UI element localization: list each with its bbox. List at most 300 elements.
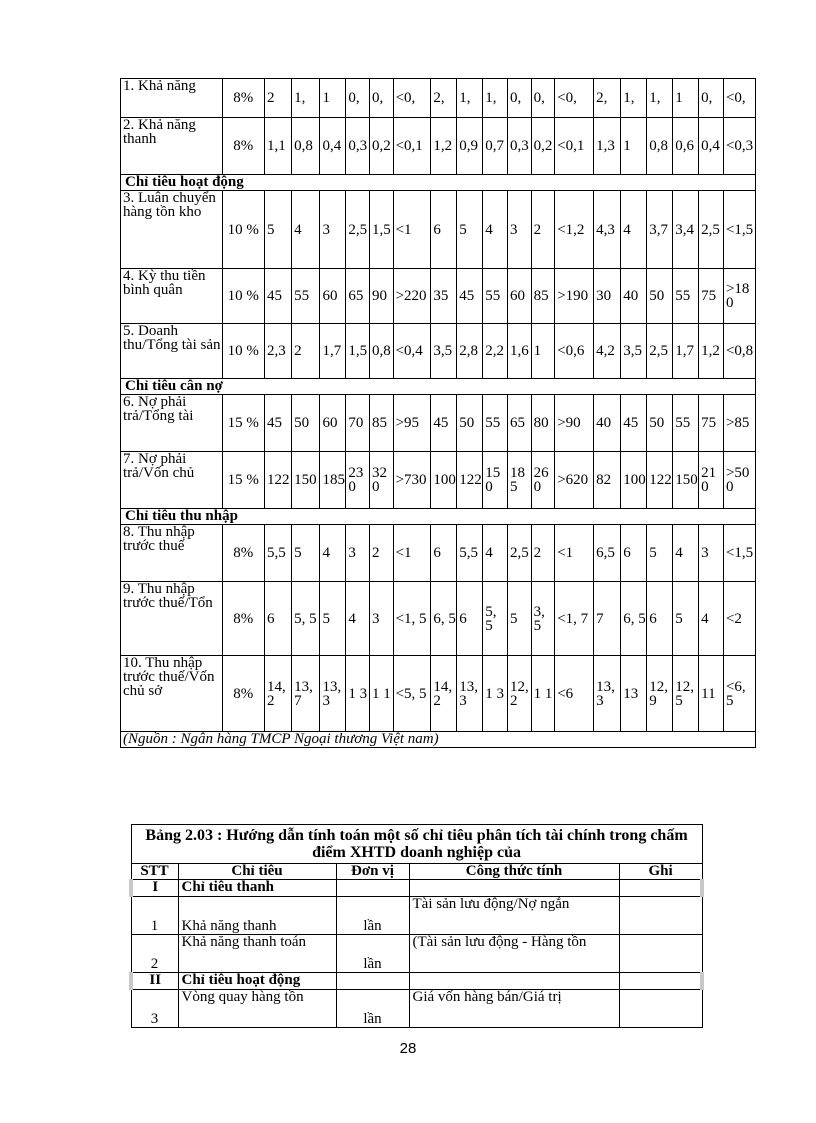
score-cell <box>555 395 594 452</box>
score-cell <box>531 395 555 452</box>
score-value: 230 <box>348 466 364 494</box>
score-cell <box>555 452 594 509</box>
score-cell <box>346 656 370 732</box>
score-value: 1, <box>485 91 497 105</box>
score-value: 100 <box>433 473 456 487</box>
table-row <box>121 269 756 324</box>
score-cell <box>369 324 393 379</box>
score-cell <box>457 582 483 656</box>
score-value: 4 <box>485 546 493 560</box>
score-value: 185 <box>322 473 345 487</box>
score-cell <box>508 324 532 379</box>
score-value: <1 <box>395 222 412 237</box>
score-cell <box>699 191 724 269</box>
score-cell <box>699 118 724 175</box>
score-cell <box>621 79 647 118</box>
score-value: <0, <box>395 91 416 105</box>
score-cell <box>594 118 621 175</box>
row-weight: 8% <box>222 582 264 656</box>
score-cell <box>346 525 370 582</box>
table-row <box>121 582 756 656</box>
score-value: 13, 7 <box>294 679 313 708</box>
row-chi-tieu: Vòng quay hàng tồn <box>178 990 336 1028</box>
score-cell <box>723 79 755 118</box>
row-weight: 8% <box>222 118 264 175</box>
score-cell <box>483 656 508 732</box>
row-cong-thuc: Tài sản lưu động/Nợ ngắn <box>409 897 619 935</box>
score-value: 0,8 <box>371 344 391 358</box>
score-value: 6 <box>459 611 467 626</box>
score-cell <box>723 269 755 324</box>
header-cong-thuc: Công thức tính <box>409 864 619 880</box>
score-cell <box>264 79 291 118</box>
score-value: <2 <box>725 611 742 626</box>
score-value: 4,3 <box>596 222 615 237</box>
score-value: 11 <box>701 686 716 701</box>
score-value: 0,7 <box>485 139 504 153</box>
score-cell <box>320 395 346 452</box>
score-cell <box>594 191 621 269</box>
score-value: 45 <box>266 416 282 430</box>
score-cell <box>594 395 621 452</box>
score-cell <box>531 525 555 582</box>
score-value: 1,6 <box>510 344 529 358</box>
score-cell <box>723 525 755 582</box>
score-cell <box>723 452 755 509</box>
score-cell <box>673 191 699 269</box>
score-cell <box>292 582 320 656</box>
score-cell <box>292 656 320 732</box>
score-cell <box>647 582 673 656</box>
score-cell <box>673 656 699 732</box>
score-cell <box>264 118 291 175</box>
header-don-vi: Đơn vị <box>336 864 409 880</box>
score-cell <box>647 525 673 582</box>
score-value: 12, 2 <box>510 679 529 708</box>
score-cell <box>673 269 699 324</box>
score-cell <box>369 395 393 452</box>
score-cell <box>647 395 673 452</box>
score-value: 5 <box>459 222 467 237</box>
group-label: Chỉ tiêu thanh <box>178 880 336 897</box>
score-value: 0,2 <box>371 139 391 153</box>
score-value: 2,5 <box>348 222 368 237</box>
score-value: 3,4 <box>675 222 694 237</box>
score-cell <box>508 118 532 175</box>
score-cell <box>621 191 647 269</box>
score-value: 13 <box>623 686 639 701</box>
score-cell <box>457 191 483 269</box>
table-row <box>121 79 756 118</box>
score-cell <box>320 525 346 582</box>
row-cong-thuc: (Tài sản lưu động - Hàng tồn <box>409 935 619 973</box>
score-value: <0,8 <box>725 344 754 358</box>
score-cell <box>457 269 483 324</box>
score-cell <box>594 656 621 732</box>
score-value: 60 <box>322 289 338 303</box>
score-value: <6, 5 <box>725 679 746 708</box>
score-cell <box>555 582 594 656</box>
score-cell <box>508 269 532 324</box>
score-value: <0,1 <box>557 139 585 153</box>
score-cell <box>292 395 320 452</box>
score-value: 35 <box>433 289 449 303</box>
table-row <box>121 191 756 269</box>
row-stt: 3 <box>131 990 178 1028</box>
score-cell <box>594 582 621 656</box>
table-header-row <box>131 864 702 880</box>
score-value: >85 <box>725 416 750 430</box>
score-cell <box>457 656 483 732</box>
score-value: 4 <box>294 222 302 237</box>
score-cell <box>531 269 555 324</box>
table-row <box>131 897 702 935</box>
score-cell <box>346 118 370 175</box>
group-row <box>131 880 702 897</box>
score-cell <box>723 582 755 656</box>
score-value: 2 <box>294 344 302 358</box>
score-cell <box>555 269 594 324</box>
score-cell <box>508 79 532 118</box>
row-label: 2. Khả năng thanh <box>121 118 223 175</box>
row-ghi <box>619 935 702 973</box>
score-cell <box>555 118 594 175</box>
score-value: <1, 5 <box>395 611 427 626</box>
score-cell <box>673 79 699 118</box>
score-value: 1,1 <box>266 139 286 153</box>
score-cell <box>264 395 291 452</box>
score-value: 80 <box>533 416 549 430</box>
score-cell <box>555 525 594 582</box>
score-value: 4 <box>485 222 493 237</box>
score-value: 5 <box>294 546 302 560</box>
source-row <box>121 732 756 748</box>
score-value: 3 <box>348 546 356 560</box>
score-value: 100 <box>623 473 646 487</box>
score-value: 5 <box>322 611 330 626</box>
score-value: 45 <box>459 289 475 303</box>
row-weight: 10 % <box>222 324 264 379</box>
score-value: <0, <box>725 91 746 105</box>
row-weight: 10 % <box>222 191 264 269</box>
score-cell <box>393 582 431 656</box>
score-cell <box>673 118 699 175</box>
score-value: 45 <box>433 416 449 430</box>
score-cell <box>393 452 431 509</box>
score-cell <box>483 525 508 582</box>
page-number: 28 <box>399 1040 417 1057</box>
row-weight: 15 % <box>222 452 264 509</box>
row-weight: 8% <box>222 525 264 582</box>
score-cell <box>369 79 393 118</box>
score-value: 2,8 <box>459 344 479 358</box>
score-value: 3 <box>701 546 709 560</box>
score-value: 5 <box>510 611 518 626</box>
score-cell <box>508 582 532 656</box>
score-cell <box>555 656 594 732</box>
score-cell <box>621 525 647 582</box>
source-note: (Nguồn : Ngân hàng TMCP Ngoại thương Việt nam) <box>121 732 756 748</box>
section-label: Chỉ tiêu thu nhập <box>121 509 756 525</box>
score-value: 1 <box>675 91 683 105</box>
score-value: <1 <box>395 546 412 560</box>
score-cell <box>431 656 457 732</box>
score-value: 30 <box>596 289 612 303</box>
score-value: 85 <box>533 289 549 303</box>
score-value: 150 <box>485 466 501 494</box>
header-stt: STT <box>131 864 178 880</box>
score-value: 0,4 <box>322 139 342 153</box>
score-cell <box>264 269 291 324</box>
section-row <box>121 379 756 395</box>
score-value: 13, 3 <box>322 679 342 708</box>
row-label: 10. Thu nhập trước thuế/Vốn chủ sở <box>121 656 223 732</box>
score-value: 5, 5 <box>485 604 497 633</box>
score-value: 4 <box>675 546 683 560</box>
score-cell <box>723 656 755 732</box>
row-label: 7. Nợ phải trả/Vốn chủ <box>121 452 223 509</box>
score-cell <box>393 656 431 732</box>
score-value: 122 <box>459 473 482 487</box>
score-value: 85 <box>371 416 387 430</box>
score-value: <0,1 <box>395 139 423 153</box>
score-value: 0,6 <box>675 139 694 153</box>
header-ghi: Ghi <box>619 864 702 880</box>
score-cell <box>320 324 346 379</box>
table-row <box>131 935 702 973</box>
row-label: 4. Kỳ thu tiền bình quân <box>121 269 223 324</box>
score-value: 1,3 <box>596 139 615 153</box>
table-row <box>121 452 756 509</box>
score-cell <box>292 324 320 379</box>
score-value: 12, 5 <box>675 679 694 708</box>
score-cell <box>647 324 673 379</box>
score-cell <box>346 395 370 452</box>
score-cell <box>346 324 370 379</box>
score-value: 2,3 <box>266 344 286 358</box>
score-value: 60 <box>510 289 526 303</box>
score-value: 4 <box>701 611 709 626</box>
score-cell <box>431 191 457 269</box>
row-ghi <box>619 990 702 1028</box>
score-cell <box>699 269 724 324</box>
row-don-vi: lần <box>336 935 409 973</box>
score-cell <box>531 452 555 509</box>
row-don-vi: lần <box>336 990 409 1028</box>
score-cell <box>264 582 291 656</box>
score-cell <box>346 79 370 118</box>
score-cell <box>264 324 291 379</box>
section-label: Chỉ tiêu cân nợ <box>121 379 756 395</box>
score-cell <box>457 79 483 118</box>
score-cell <box>483 395 508 452</box>
score-value: 5,5 <box>266 546 286 560</box>
score-value: 0,8 <box>294 139 313 153</box>
score-value: 2,5 <box>649 344 668 358</box>
score-cell <box>393 118 431 175</box>
score-cell <box>555 79 594 118</box>
table-row <box>131 990 702 1028</box>
score-value: 50 <box>649 416 665 430</box>
row-weight: 8% <box>222 79 264 118</box>
score-cell <box>320 269 346 324</box>
score-cell <box>346 269 370 324</box>
score-cell <box>369 452 393 509</box>
score-cell <box>621 452 647 509</box>
score-value: 122 <box>266 473 290 487</box>
section-row <box>121 175 756 191</box>
row-weight: 15 % <box>222 395 264 452</box>
score-cell <box>483 582 508 656</box>
score-value: 1,7 <box>675 344 694 358</box>
score-cell <box>393 395 431 452</box>
section-row <box>121 509 756 525</box>
table-row <box>121 324 756 379</box>
row-label: 8. Thu nhập trước thuế <box>121 525 223 582</box>
score-cell <box>647 79 673 118</box>
score-value: 5 <box>266 222 275 237</box>
score-value: >90 <box>557 416 581 430</box>
score-cell <box>393 79 431 118</box>
row-ghi <box>619 897 702 935</box>
score-value: 65 <box>510 416 526 430</box>
row-stt: 2 <box>131 935 178 973</box>
score-cell <box>483 269 508 324</box>
score-value: <0, <box>557 91 577 105</box>
row-label: 1. Khả năng <box>121 79 223 118</box>
score-cell <box>292 525 320 582</box>
score-cell <box>393 269 431 324</box>
score-cell <box>346 452 370 509</box>
score-value: 2, <box>433 91 445 105</box>
score-cell <box>531 582 555 656</box>
row-weight: 8% <box>222 656 264 732</box>
score-value: 75 <box>701 289 717 303</box>
score-value: 6 <box>623 546 631 560</box>
score-cell <box>594 324 621 379</box>
score-value: 4 <box>348 611 356 626</box>
score-cell <box>723 118 755 175</box>
score-cell <box>531 656 555 732</box>
score-value: 90 <box>371 289 387 303</box>
score-cell <box>621 324 647 379</box>
score-value: 0,9 <box>459 139 479 153</box>
score-cell <box>346 191 370 269</box>
score-cell <box>508 656 532 732</box>
score-value: <1,5 <box>725 222 754 237</box>
score-cell <box>457 118 483 175</box>
score-cell <box>483 79 508 118</box>
score-cell <box>369 525 393 582</box>
score-value: 6, 5 <box>623 611 646 626</box>
score-value: 2 <box>266 91 275 105</box>
score-cell <box>621 269 647 324</box>
score-value: 70 <box>348 416 364 430</box>
score-value: 5 <box>649 546 657 560</box>
score-cell <box>508 395 532 452</box>
row-chi-tieu: Khả năng thanh toán <box>178 935 336 973</box>
score-cell <box>531 324 555 379</box>
score-value: 2,2 <box>485 344 504 358</box>
score-value: 260 <box>533 466 549 494</box>
score-value: 6 <box>266 611 275 626</box>
score-cell <box>320 118 346 175</box>
score-cell <box>369 191 393 269</box>
score-cell <box>723 395 755 452</box>
row-weight: 10 % <box>222 269 264 324</box>
score-value: 4 <box>623 222 631 237</box>
score-value: 5, 5 <box>294 611 317 626</box>
score-value: >190 <box>557 289 589 303</box>
score-cell <box>723 191 755 269</box>
score-value: >500 <box>725 466 750 494</box>
score-value: 185 <box>510 466 526 494</box>
score-cell <box>431 118 457 175</box>
score-value: 55 <box>675 416 691 430</box>
score-cell <box>431 79 457 118</box>
score-value: 4 <box>322 546 330 560</box>
score-cell <box>320 79 346 118</box>
score-value: 2,5 <box>510 546 529 560</box>
score-cell <box>699 395 724 452</box>
score-cell <box>457 525 483 582</box>
score-value: 82 <box>596 473 612 487</box>
score-cell <box>483 118 508 175</box>
score-value: 0, <box>371 91 384 105</box>
score-value: 1, <box>294 91 306 105</box>
score-cell <box>699 324 724 379</box>
score-cell <box>369 582 393 656</box>
score-value: 50 <box>294 416 310 430</box>
score-value: 2 <box>371 546 380 560</box>
score-cell <box>647 269 673 324</box>
score-value: 1,2 <box>701 344 720 358</box>
score-cell <box>508 452 532 509</box>
score-value: <0,4 <box>395 344 423 358</box>
score-value: 1,2 <box>433 139 453 153</box>
score-cell <box>264 452 291 509</box>
score-cell <box>431 395 457 452</box>
row-chi-tieu: Khả năng thanh <box>178 897 336 935</box>
score-value: 6, 5 <box>433 611 456 626</box>
score-value: 0,4 <box>701 139 720 153</box>
score-cell <box>457 324 483 379</box>
score-value: 0, <box>510 91 522 105</box>
score-value: 1 <box>533 344 542 358</box>
score-value: 2, <box>596 91 608 105</box>
score-value: 1 3 <box>485 686 504 701</box>
score-value: 1 <box>322 91 330 105</box>
score-cell <box>320 656 346 732</box>
score-cell <box>431 324 457 379</box>
row-label: 9. Thu nhập trước thuế/Tổn <box>121 582 223 656</box>
section-label: Chỉ tiêu hoạt động <box>121 175 756 191</box>
score-cell <box>393 324 431 379</box>
score-cell <box>531 118 555 175</box>
score-value: 1,5 <box>348 344 368 358</box>
score-cell <box>431 525 457 582</box>
score-cell <box>393 525 431 582</box>
score-value: 3 <box>371 611 380 626</box>
score-cell <box>699 452 724 509</box>
score-value: 60 <box>322 416 338 430</box>
score-cell <box>699 582 724 656</box>
score-cell <box>483 191 508 269</box>
score-value: 4,2 <box>596 344 615 358</box>
score-value: 2,5 <box>701 222 720 237</box>
score-cell <box>320 191 346 269</box>
score-value: 13, 3 <box>596 679 615 708</box>
